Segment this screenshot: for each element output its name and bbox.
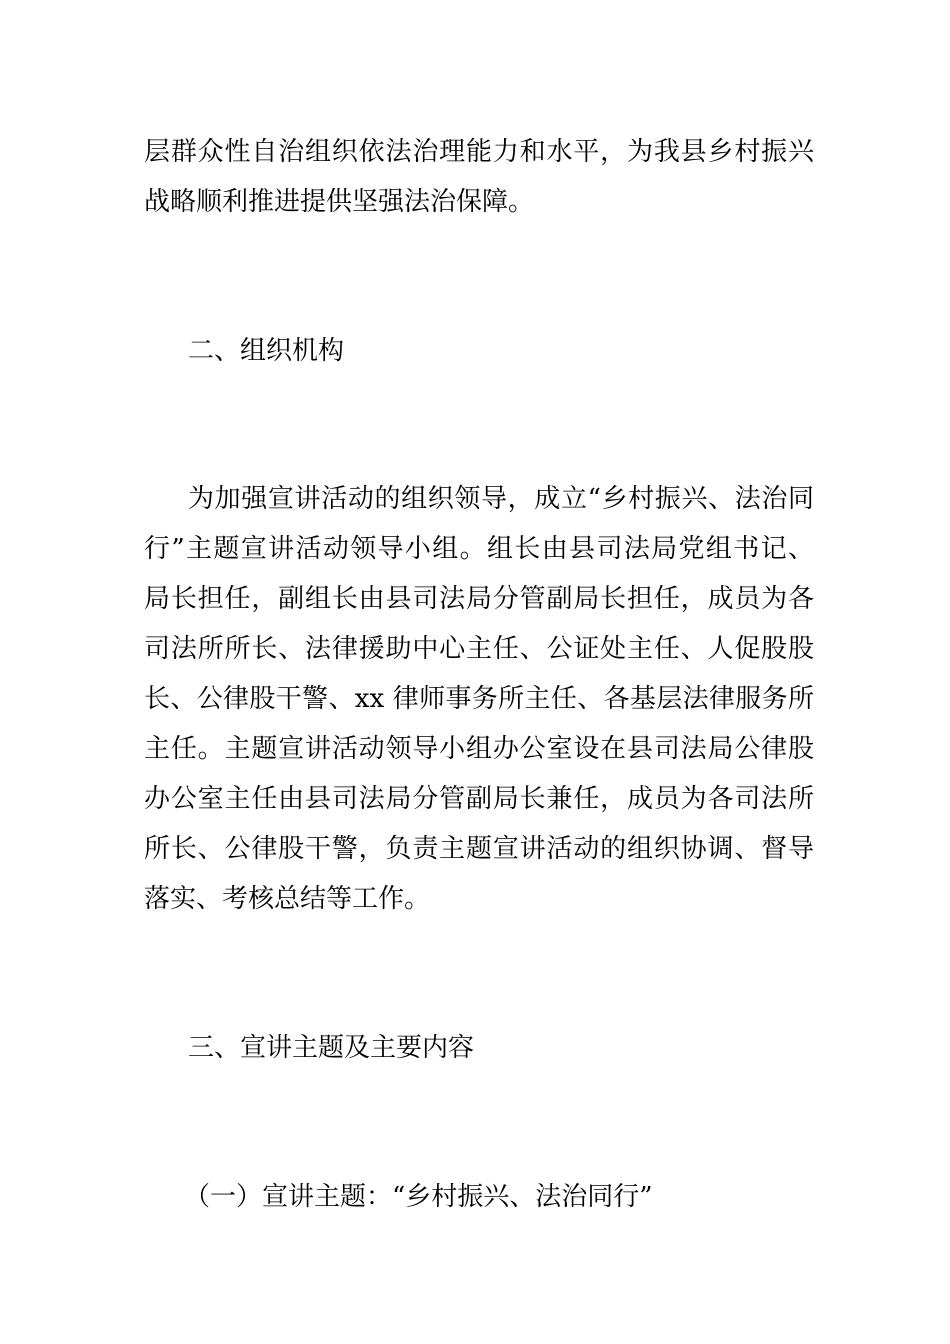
paragraph-line: 落实、考核总结等工作。 — [144, 884, 431, 914]
paragraph-line: 所长、公律股干警，负责主题宣讲活动的组织协调、督导 — [144, 834, 814, 864]
paragraph-line: 主任。主题宣讲活动领导小组办公室设在县司法局公律股 — [144, 734, 814, 764]
paragraph-line: 司法所所长、法律援助中心主任、公证处主任、人促股股 — [144, 634, 814, 664]
paragraph-line: 局长担任，副组长由县司法局分管副局长担任，成员为各 — [144, 584, 814, 614]
paragraph-line: 战略顺利推进提供坚强法治保障。 — [144, 187, 535, 217]
paragraph-line: 长、公律股干警、xx 律师事务所主任、各基层法律服务所 — [144, 684, 814, 714]
paragraph-line: 行”主题宣讲活动领导小组。组长由县司法局党组书记、 — [144, 534, 814, 564]
section-heading-topics: 三、宣讲主题及主要内容 — [188, 1033, 475, 1063]
paragraph-line: 办公室主任由县司法局分管副局长兼任，成员为各司法所 — [144, 784, 814, 814]
paragraph-line: 为加强宣讲活动的组织领导，成立“乡村振兴、法治同 — [188, 484, 814, 514]
section-heading-organization: 二、组织机构 — [188, 336, 345, 366]
subsection-heading-theme: （一）宣讲主题：“乡村振兴、法治同行” — [184, 1182, 653, 1212]
paragraph-line: 层群众性自治组织依法治理能力和水平，为我县乡村振兴 — [144, 137, 814, 167]
